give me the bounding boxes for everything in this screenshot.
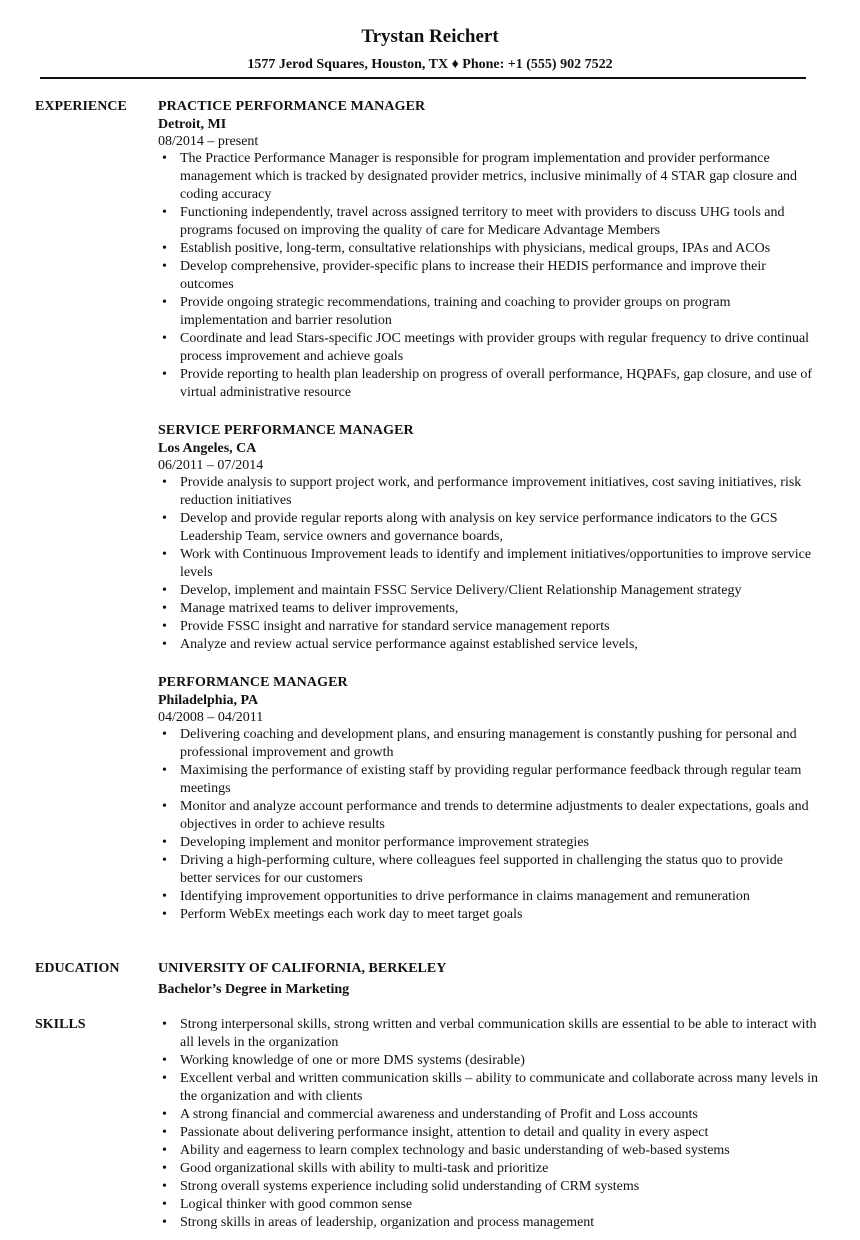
education-school: UNIVERSITY OF CALIFORNIA, BERKELEY — [158, 961, 447, 976]
skill-item: • Good organizational skills with ability to multi-task and prioritize — [158, 1160, 818, 1178]
job-bullet: • Monitor and analyze account performance and trends to determine adjustments to dealer expectations, goals and objectives in order to achieve results — [158, 798, 818, 834]
skill-item: • Strong skills in areas of leadership, organization and process management — [158, 1214, 818, 1232]
experience-jobs — [158, 98, 818, 944]
job-bullets — [158, 150, 818, 402]
education-body — [158, 960, 818, 999]
header-divider — [40, 77, 806, 79]
job-bullet: • Developing implement and monitor performance improvement strategies — [158, 834, 818, 852]
job-location: Detroit, MI — [158, 117, 227, 132]
job-title: PRACTICE PERFORMANCE MANAGER — [158, 99, 426, 114]
skill-item: • Logical thinker with good common sense — [158, 1196, 818, 1214]
experience-label: EXPERIENCE — [35, 99, 127, 114]
contact-line: 1577 Jerod Squares, Houston, TX ♦ Phone: +1 (555) 902 7522 — [247, 57, 613, 72]
skills-body — [158, 1016, 818, 1232]
job-bullets — [158, 726, 818, 924]
skill-item: • Excellent verbal and written communication skills – ability to communicate and collaborate across many levels in the organization and with clients — [158, 1070, 818, 1106]
job-bullet: • Provide ongoing strategic recommendations, training and coaching to provider groups on program implementation and barrier resolution — [158, 294, 818, 330]
skill-item: • Strong interpersonal skills, strong written and verbal communication skills are essential to be able to interact with all levels in the organization — [158, 1016, 818, 1052]
job-bullet: • Analyze and review actual service performance against established service levels, — [158, 636, 818, 654]
job-bullet: • Work with Continuous Improvement leads to identify and implement initiatives/opportunities to improve service levels — [158, 546, 818, 582]
job-bullet: • Provide FSSC insight and narrative for standard service management reports — [158, 618, 818, 636]
skills-label: SKILLS — [35, 1017, 86, 1032]
job-bullet: • Provide analysis to support project work, and performance improvement initiatives, cost saving initiatives, risk reduction initiatives — [158, 474, 818, 510]
job-bullet: • Develop and provide regular reports along with analysis on key service performance indicators to the GCS Leadership Team, service owners and governance boards, — [158, 510, 818, 546]
skill-item: • Working knowledge of one or more DMS systems (desirable) — [158, 1052, 818, 1070]
job-bullet: • Maximising the performance of existing staff by providing regular performance feedback through regular team meetings — [158, 762, 818, 798]
job-title: SERVICE PERFORMANCE MANAGER — [158, 423, 414, 438]
job-bullet: • Provide reporting to health plan leadership on progress of overall performance, HQPAFs, gap closure, and use of virtual administrative resource — [158, 366, 818, 402]
skill-item: • Strong overall systems experience including solid understanding of CRM systems — [158, 1178, 818, 1196]
job-bullet: • Coordinate and lead Stars-specific JOC meetings with provider groups with regular frequency to drive continual process improvement and achieve goals — [158, 330, 818, 366]
resume-header — [0, 0, 860, 73]
education-label: EDUCATION — [35, 961, 120, 976]
job-bullet: • Develop, implement and maintain FSSC Service Delivery/Client Relationship Management strategy — [158, 582, 818, 600]
education-degree: Bachelor’s Degree in Marketing — [158, 982, 350, 997]
job-bullet: • Perform WebEx meetings each work day to meet target goals — [158, 906, 818, 924]
job-bullet: • Functioning independently, travel across assigned territory to meet with providers to discuss UHG tools and programs focused on improving the quality of care for Medicare Advantage Members — [158, 204, 818, 240]
job-dates: 08/2014 – present — [158, 134, 259, 149]
job-dates: 04/2008 – 04/2011 — [158, 710, 264, 725]
skill-item: • A strong financial and commercial awareness and understanding of Profit and Loss accounts — [158, 1106, 818, 1124]
job-bullet: • Manage matrixed teams to deliver improvements, — [158, 600, 818, 618]
job-bullet: • Delivering coaching and development plans, and ensuring management is constantly pushing for personal and professional improvement and growth — [158, 726, 818, 762]
job-bullet: • Driving a high-performing culture, where colleagues feel supported in challenging the status quo to provide better services for our customers — [158, 852, 818, 888]
job-entry — [158, 422, 818, 654]
job-title: PERFORMANCE MANAGER — [158, 675, 348, 690]
job-dates: 06/2011 – 07/2014 — [158, 458, 264, 473]
job-bullet: • Establish positive, long-term, consultative relationships with physicians, medical groups, IPAs and ACOs — [158, 240, 818, 258]
skills-list — [158, 1016, 818, 1232]
job-entry — [158, 98, 818, 402]
job-location: Philadelphia, PA — [158, 693, 259, 708]
job-entry — [158, 674, 818, 924]
job-location: Los Angeles, CA — [158, 441, 257, 456]
job-bullet: • Identifying improvement opportunities to drive performance in claims management and remuneration — [158, 888, 818, 906]
skill-item: • Ability and eagerness to learn complex technology and basic understanding of web-based systems — [158, 1142, 818, 1160]
job-bullet: • The Practice Performance Manager is responsible for program implementation and provider performance management which is tracked by designated provider metrics, inclusive minimally of 4 STAR gap closure and coding accuracy — [158, 150, 818, 204]
job-bullet: • Develop comprehensive, provider-specific plans to increase their HEDIS performance and improve their outcomes — [158, 258, 818, 294]
job-bullets — [158, 474, 818, 654]
skill-item: • Passionate about delivering performance insight, attention to detail and quality in every aspect — [158, 1124, 818, 1142]
candidate-name: Trystan Reichert — [361, 26, 499, 47]
